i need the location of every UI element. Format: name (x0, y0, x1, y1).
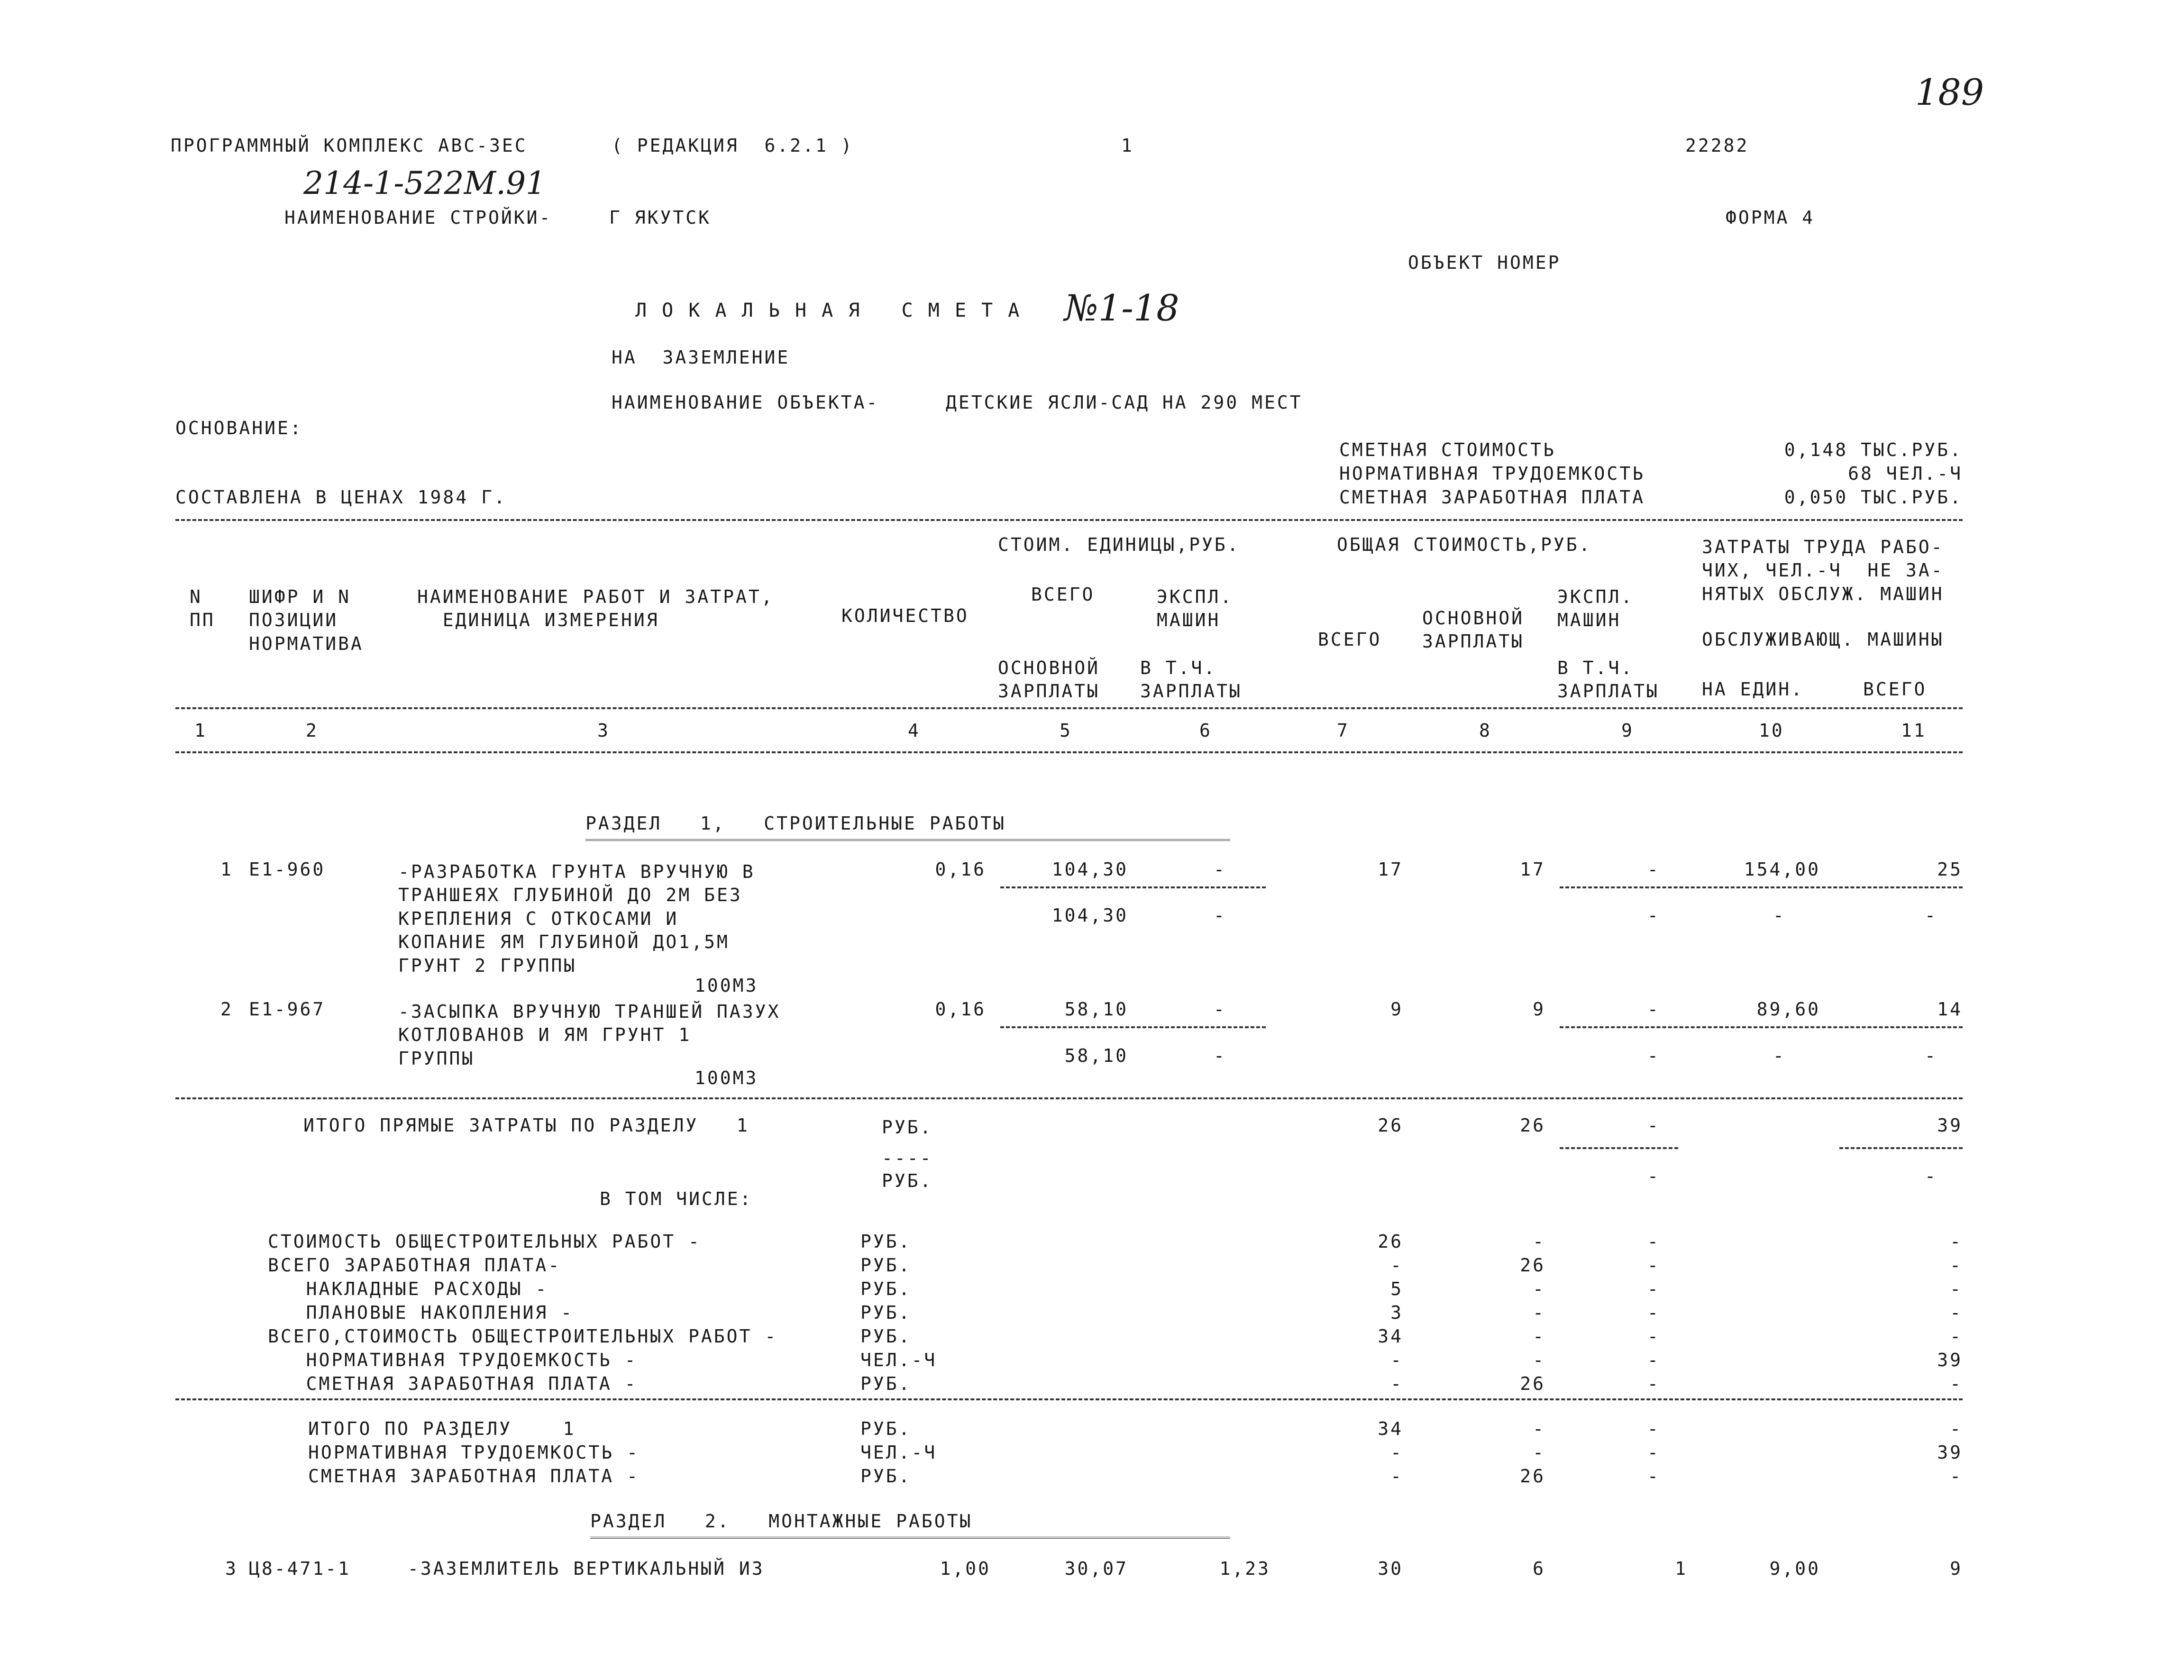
col-head-labor: ЗАТРАТЫ ТРУДА РАБО- ЧИХ, ЧЕЛ.-Ч НЕ ЗА- НЯТЫХ ОБСЛУЖ. МАШИН (1702, 537, 1944, 604)
row1-unit-wage: 104,30 (1051, 905, 1128, 926)
breakdown-total: - (1390, 1373, 1403, 1394)
breakdown-mach: - (1647, 1255, 1660, 1276)
direct-costs-unit: РУБ. (882, 1117, 933, 1138)
row2-labor-total2: - (1925, 1045, 1937, 1066)
col-head-unit-machines: ЭКСПЛ. МАШИН (1157, 586, 1234, 631)
direct-costs-labor: 39 (1937, 1115, 1963, 1136)
breakdown-labor: - (1950, 1326, 1963, 1347)
row1-total-mach: - (1647, 859, 1660, 880)
row3-total: 30 (1378, 1558, 1403, 1579)
col-num-8: 8 (1479, 720, 1492, 741)
rows-bottom-rule (175, 1097, 1963, 1099)
row2-labor-total: 14 (1937, 999, 1963, 1020)
col-head-total-wages: ОСНОВНОЙ ЗАРПЛАТЫ (1422, 608, 1525, 652)
row3-qty: 1,00 (940, 1558, 991, 1579)
breakdown-labor: 39 (1937, 1350, 1963, 1370)
row2-unit-incl: - (1214, 1045, 1226, 1066)
col-num-2: 2 (306, 720, 319, 741)
breakdown-labor: - (1950, 1278, 1963, 1299)
breakdown-mach: - (1647, 1302, 1660, 1323)
breakdown-mach: - (1647, 1326, 1660, 1347)
object-label: НАИМЕНОВАНИЕ ОБЪЕКТА- (612, 392, 879, 413)
basis-label: ОСНОВАНИЕ: (175, 418, 303, 438)
totals-mach: - (1647, 1442, 1660, 1463)
row3-labor-total: 9 (1950, 1558, 1963, 1579)
row1-n: 1 (220, 859, 233, 880)
direct-costs-labor2: - (1925, 1166, 1937, 1187)
summary-label-wages: СМЕТНАЯ ЗАРАБОТНАЯ ПЛАТА (1339, 487, 1645, 508)
row2-code: Е1-967 (249, 999, 326, 1020)
edition: ( РЕДАКЦИЯ 6.2.1 ) (612, 135, 854, 156)
totals-label: НОРМАТИВНАЯ ТРУДОЕМКОСТЬ - (308, 1442, 640, 1463)
col-head-code: ШИФР И N ПОЗИЦИИ НОРМАТИВА (249, 586, 364, 654)
breakdown-labor: - (1950, 1255, 1963, 1276)
col-head-name: НАИМЕНОВАНИЕ РАБОТ И ЗАТРАТ, ЕДИНИЦА ИЗМЕРЕНИЯ (417, 586, 774, 631)
row1-labor-total2: - (1925, 905, 1937, 926)
row1-unit-total: 104,30 (1051, 859, 1128, 880)
breakdown-label: НАКЛАДНЫЕ РАСХОДЫ - (268, 1278, 548, 1299)
direct-costs-rule-a (1560, 1147, 1678, 1149)
totals-label: СМЕТНАЯ ЗАРАБОТНАЯ ПЛАТА - (308, 1466, 640, 1487)
totals-unit: РУБ. (860, 1466, 912, 1487)
page-number: 189 (1915, 71, 1984, 113)
section2-underline (590, 1537, 1230, 1543)
totals-labor: - (1950, 1418, 1963, 1439)
row2-total-mach: - (1647, 999, 1660, 1020)
object-value: ДЕТСКИЕ ЯСЛИ-САД НА 290 МЕСТ (946, 392, 1303, 413)
col-num-11: 11 (1901, 720, 1927, 741)
row2-total-incl: - (1647, 1045, 1660, 1066)
row2-qty: 0,16 (935, 999, 986, 1020)
breakdown-wage: - (1533, 1231, 1545, 1252)
col-head-unit-wages: ОСНОВНОЙ ЗАРПЛАТЫ (998, 657, 1100, 702)
breakdown-total: 34 (1378, 1326, 1403, 1347)
breakdown-mach: - (1647, 1373, 1660, 1394)
construction-value: Г ЯКУТСК (609, 207, 712, 228)
breakdown-total: 26 (1378, 1231, 1403, 1252)
row3-total-mach: 1 (1675, 1558, 1688, 1579)
including-label: В ТОМ ЧИСЛЕ: (600, 1188, 753, 1209)
document-code: 22282 (1685, 135, 1749, 156)
breakdown-unit: РУБ. (860, 1302, 912, 1323)
breakdown-labor: - (1950, 1373, 1963, 1394)
row3-labor-unit: 9,00 (1769, 1558, 1820, 1579)
breakdown-total: - (1390, 1350, 1403, 1370)
row1-total-rule (1560, 886, 1963, 888)
breakdown-unit: РУБ. (860, 1255, 912, 1276)
totals-total: 34 (1378, 1418, 1403, 1439)
col-head-unit-cost: СТОИМ. ЕДИНИЦЫ,РУБ. (998, 534, 1240, 555)
direct-costs-rule-b (1839, 1147, 1963, 1149)
totals-unit: РУБ. (860, 1418, 912, 1439)
row2-total-rule (1560, 1026, 1963, 1028)
handwritten-code: 214-1-522М.91 (303, 165, 546, 201)
row1-labor-unit2: - (1773, 905, 1786, 926)
row1-unit: 100М3 (694, 975, 758, 996)
row1-total-incl: - (1647, 905, 1660, 926)
totals-labor: 39 (1937, 1442, 1963, 1463)
estimate-title: Л О К А Л Ь Н А Я С М Е Т А (635, 300, 1022, 321)
breakdown-label: ВСЕГО,СТОИМОСТЬ ОБЩЕСТРОИТЕЛЬНЫХ РАБОТ - (268, 1326, 778, 1347)
breakdown-label: НОРМАТИВНАЯ ТРУДОЕМКОСТЬ - (268, 1350, 638, 1370)
col-head-total-cost: ОБЩАЯ СТОИМОСТЬ,РУБ. (1337, 534, 1592, 555)
breakdown-wage: - (1533, 1350, 1545, 1370)
row1-total: 17 (1378, 859, 1403, 880)
col-head-n: N ПП (190, 586, 215, 631)
breakdown-labor: - (1950, 1231, 1963, 1252)
row2-labor-unit2: - (1773, 1045, 1786, 1066)
col-head-unit-total: ВСЕГО (1031, 584, 1095, 605)
breakdown-bottom-rule (175, 1398, 1963, 1400)
col-head-labor-service: ОБСЛУЖИВАЮЩ. МАШИНЫ (1702, 629, 1944, 650)
direct-costs-mach2: - (1647, 1166, 1660, 1187)
form-label: ФОРМА 4 (1726, 207, 1815, 228)
row3-n: 3 (225, 1558, 238, 1579)
direct-costs-total: 26 (1378, 1115, 1403, 1136)
totals-wage: - (1533, 1418, 1545, 1439)
col-num-3: 3 (597, 720, 610, 741)
breakdown-wage: - (1533, 1302, 1545, 1323)
row2-labor-unit: 89,60 (1756, 999, 1820, 1020)
col-head-total-machines: ЭКСПЛ. МАШИН (1557, 586, 1634, 631)
row2-unit-total: 58,10 (1064, 999, 1128, 1020)
summary-label-labor: НОРМАТИВНАЯ ТРУДОЕМКОСТЬ (1339, 463, 1645, 484)
row1-labor-unit: 154,00 (1744, 859, 1820, 880)
col-head-qty: КОЛИЧЕСТВО (841, 605, 969, 626)
section1-title: РАЗДЕЛ 1, СТРОИТЕЛЬНЫЕ РАБОТЫ (585, 813, 1006, 834)
direct-costs-label: ИТОГО ПРЯМЫЕ ЗАТРАТЫ ПО РАЗДЕЛУ 1 (303, 1115, 749, 1136)
breakdown-mach: - (1647, 1278, 1660, 1299)
row1-qty: 0,16 (935, 859, 986, 880)
totals-total: - (1390, 1442, 1403, 1463)
breakdown-unit: ЧЕЛ.-Ч (860, 1350, 937, 1370)
col-head-labor-per-unit: НА ЕДИН. (1702, 679, 1804, 700)
row1-name: -РАЗРАБОТКА ГРУНТА ВРУЧНУЮ В ТРАНШЕЯХ ГЛУБИНОЙ ДО 2М БЕЗ КРЕПЛЕНИЯ С ОТКОСАМИ И КОПАНИЕ ЯМ ГЛУБИНОЙ ДО1,5М ГРУНТ 2 ГРУППЫ (398, 861, 755, 976)
breakdown-label: ВСЕГО ЗАРАБОТНАЯ ПЛАТА- (268, 1255, 561, 1276)
breakdown-total: 5 (1390, 1278, 1403, 1299)
program-name: ПРОГРАММНЫЙ КОМПЛЕКС АВС-3ЕС (171, 135, 528, 156)
breakdown-total: - (1390, 1255, 1403, 1276)
col-num-7: 7 (1337, 720, 1350, 741)
breakdown-wage: 26 (1520, 1373, 1545, 1394)
col-num-10: 10 (1759, 720, 1784, 741)
direct-costs-wage: 26 (1520, 1115, 1545, 1136)
summary-value-labor: 68 ЧЕЛ.-Ч (1848, 463, 1963, 484)
col-num-rule (175, 751, 1963, 753)
col-num-4: 4 (908, 720, 921, 741)
row2-unit-rule (1000, 1026, 1266, 1028)
totals-mach: - (1647, 1466, 1660, 1487)
construction-label: НАИМЕНОВАНИЕ СТРОЙКИ- (284, 207, 552, 228)
col-num-1: 1 (194, 720, 207, 741)
direct-costs-unit2: ---- РУБ. (882, 1148, 933, 1191)
col-num-5: 5 (1060, 720, 1072, 741)
row3-unit-mach: 1,23 (1219, 1558, 1270, 1579)
row3-name: -ЗАЗЕМЛИТЕЛЬ ВЕРТИКАЛЬНЫЙ ИЗ (408, 1558, 765, 1579)
row2-n: 2 (220, 999, 233, 1020)
breakdown-unit: РУБ. (860, 1278, 912, 1299)
summary-label-cost: СМЕТНАЯ СТОИМОСТЬ (1339, 439, 1556, 460)
row1-total-wage: 17 (1520, 859, 1545, 880)
row1-unit-mach: - (1214, 859, 1226, 880)
summary-value-cost: 0,148 ТЫС.РУБ. (1784, 439, 1963, 460)
estimate-subject: НА ЗАЗЕМЛЕНИЕ (612, 347, 790, 368)
table-top-rule (175, 519, 1963, 521)
totals-wage: - (1533, 1442, 1545, 1463)
section1-underline (585, 839, 1230, 845)
section2-title: РАЗДЕЛ 2. МОНТАЖНЫЕ РАБОТЫ (590, 1511, 973, 1532)
col-head-labor-total: ВСЕГО (1863, 679, 1927, 700)
col-head-unit-incl-wages: В Т.Ч. ЗАРПЛАТЫ (1140, 657, 1243, 702)
breakdown-mach: - (1647, 1350, 1660, 1370)
row2-name: -ЗАСЫПКА ВРУЧНУЮ ТРАНШЕЙ ПАЗУХ КОТЛОВАНОВ И ЯМ ГРУНТ 1 ГРУППЫ (398, 1001, 781, 1069)
object-number: ОБЪЕКТ НОМЕР (1408, 252, 1561, 273)
breakdown-label: СМЕТНАЯ ЗАРАБОТНАЯ ПЛАТА - (268, 1373, 638, 1394)
sheet-number: 1 (1121, 135, 1134, 156)
breakdown-wage: 26 (1520, 1255, 1545, 1276)
totals-total: - (1390, 1466, 1403, 1487)
row1-code: Е1-960 (249, 859, 326, 880)
row2-total: 9 (1390, 999, 1403, 1020)
totals-unit: ЧЕЛ.-Ч (860, 1442, 937, 1463)
breakdown-wage: - (1533, 1278, 1545, 1299)
breakdown-labor: - (1950, 1302, 1963, 1323)
col-num-6: 6 (1199, 720, 1212, 741)
estimate-number: №1-18 (1064, 287, 1179, 329)
row2-unit-wage: 58,10 (1064, 1045, 1128, 1066)
breakdown-unit: РУБ. (860, 1231, 912, 1252)
row1-labor-total: 25 (1937, 859, 1963, 880)
breakdown-mach: - (1647, 1231, 1660, 1252)
breakdown-label: СТОИМОСТЬ ОБЩЕСТРОИТЕЛЬНЫХ РАБОТ - (268, 1231, 701, 1252)
col-head-total-incl-wages: В Т.Ч. ЗАРПЛАТЫ (1557, 657, 1660, 702)
direct-costs-mach: - (1647, 1115, 1660, 1136)
row1-unit-incl: - (1214, 905, 1226, 926)
header-bottom-rule (175, 707, 1963, 709)
compiled-prices: СОСТАВЛЕНА В ЦЕНАХ 1984 Г. (175, 487, 507, 508)
col-head-total-all: ВСЕГО (1318, 629, 1382, 650)
row3-total-wage: 6 (1533, 1558, 1545, 1579)
breakdown-unit: РУБ. (860, 1326, 912, 1347)
row2-unit: 100М3 (694, 1068, 758, 1088)
row2-unit-mach: - (1214, 999, 1226, 1020)
breakdown-total: 3 (1390, 1302, 1403, 1323)
totals-labor: - (1950, 1466, 1963, 1487)
row2-total-wage: 9 (1533, 999, 1545, 1020)
row3-code: Ц8-471-1 (249, 1558, 351, 1579)
row3-unit-total: 30,07 (1064, 1558, 1128, 1579)
summary-value-wages: 0,050 ТЫС.РУБ. (1784, 487, 1963, 508)
totals-wage: 26 (1520, 1466, 1545, 1487)
totals-label: ИТОГО ПО РАЗДЕЛУ 1 (308, 1418, 576, 1439)
breakdown-wage: - (1533, 1326, 1545, 1347)
breakdown-unit: РУБ. (860, 1373, 912, 1394)
row1-unit-rule (1000, 886, 1266, 888)
breakdown-label: ПЛАНОВЫЕ НАКОПЛЕНИЯ - (268, 1302, 574, 1323)
totals-mach: - (1647, 1418, 1660, 1439)
col-num-9: 9 (1621, 720, 1634, 741)
